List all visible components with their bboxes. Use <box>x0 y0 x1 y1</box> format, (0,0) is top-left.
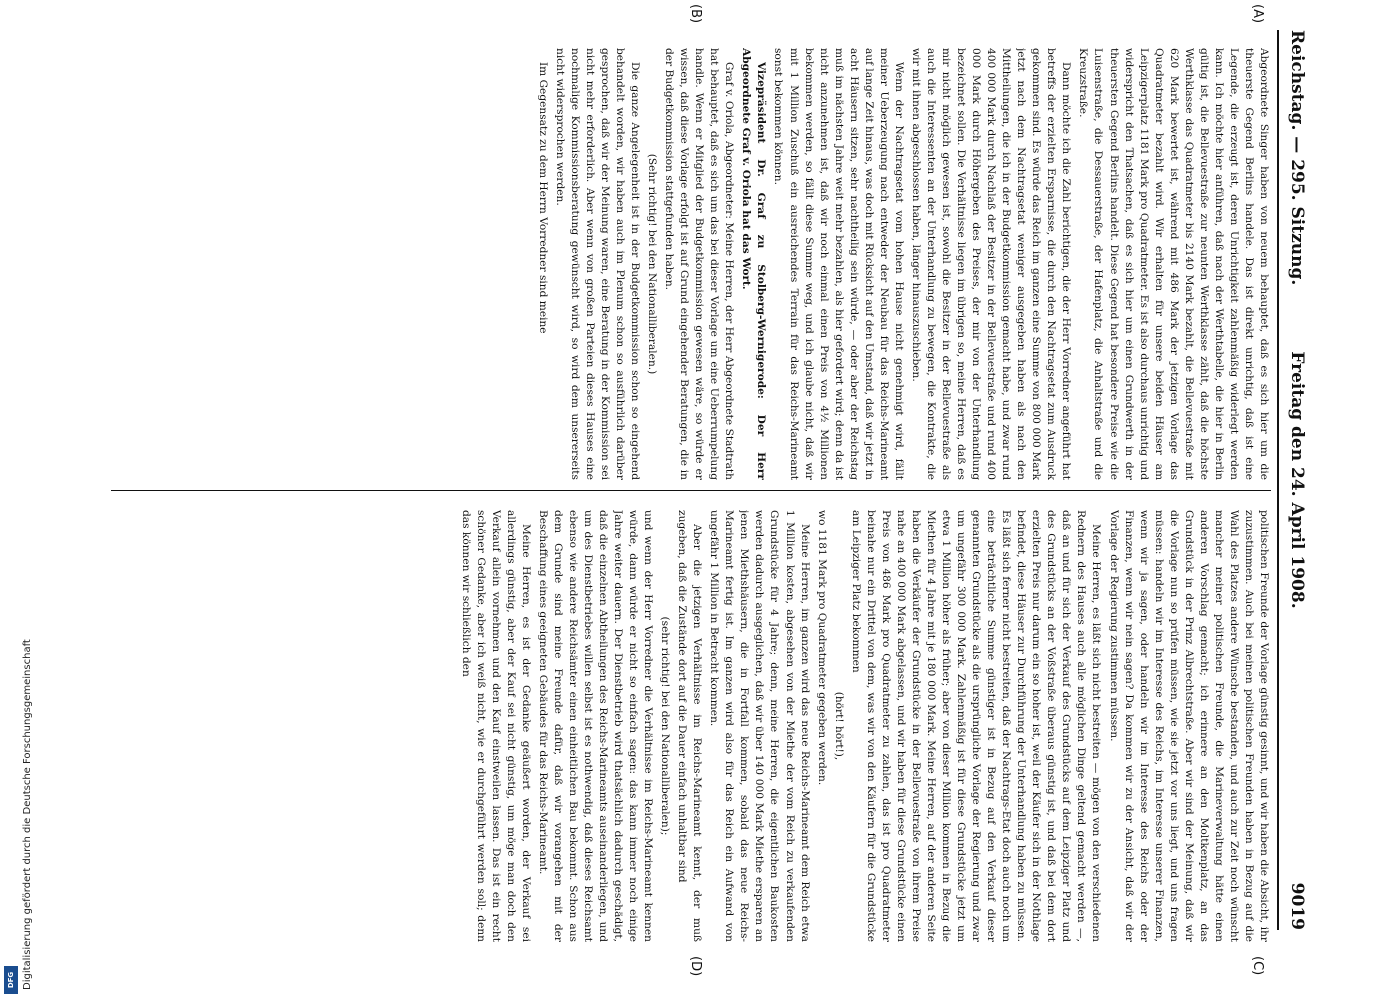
margin-marker-c: (C) <box>1250 956 1265 976</box>
footer-strip <box>0 0 20 1000</box>
right-column <box>111 510 1271 942</box>
interjection: (Sehr richtig! bei den Nationalliberalen.) <box>646 153 659 375</box>
paragraph: Die ganze Angelegenheit ist in der Budgetkommission schon so eingehend behandelt worden, wir haben auch im Plenum schon so ausführlich darüber gesprochen, daß wir der Meinung waren, eine Beratung in der Kommission sei nicht mehr erforderlich. Aber wenn von großen Parteien dieses Hauses eine nochmalige Kommissionsberatung gewünscht wird, so wird dem unsererseits nicht widersprochen werden. <box>553 48 642 480</box>
paragraph: Im Gegensatz zu dem Herrn Vorredner sind meine <box>536 62 549 334</box>
paragraph: Meine Herren, im ganzen wird das neue Reichs-Marineamt dem Reich etwa 1 Million kosten, abgesehen von der Miethe der vom Reich zu verkaufenden Grundstücke für 4 Jahre; denn, meine Herren, die eigentlichen Baukosten werden dadurch ausgeglichen, daß wir über 140 000 Mark Miethe ersparen an jenen Miethshäusern, die in Fortfall kommen, sobald das neue Reichs-Marineamt fertig ist. Im ganzen wird also für das Reich ein Aufwand von ungefähr 1 Million in Betracht kommen. <box>708 510 811 942</box>
paragraph: wo 1181 Mark pro Quadratmeter gegeben werden. <box>815 510 828 786</box>
page-header <box>1283 30 1311 930</box>
paragraph: Meine Herren, es ist der Gedanke geäußert worden, der Verkauf sei allerdings günstig, aber der Kauf sei nicht günstig, um möge man doch den Verkauf allein vornehmen und den Kauf einstweilen lassen. Das ist ein recht schöner Gedanke, aber ich weiß nicht, wie er durchgeführt werden soll; denn das können wir schließlich den <box>459 510 532 942</box>
dfg-logo-icon <box>4 966 18 994</box>
left-column <box>111 48 1271 480</box>
footer-credit: Digitalisierung gefördert durch die Deutsche Forschungsgemeinschaft <box>22 639 33 990</box>
header-rule <box>1277 30 1279 930</box>
paragraph: politischen Freunde der Vorlage günstig gesinnt, und wir haben die Absicht, ihr zuzustimmen. Auch bei meinen politischen Freunden haben in Bezug auf die Wahl des Platzes andere Wünsche bestanden, und auch zur Zeit noch wünscht mancher meiner politischen Freunde, die Marineverwaltung hätte einen anderen Vorschlag gemacht; ich erinnere an den Moltkenplatz, an das Grundstück in der Prinz Albrechtstraße. Aber wir sind der Meinung, daß wir die Vorlage nun so prüfen müssen, wie sie jetzt vor uns liegt, und uns fragen müssen: handeln wir im Interesse des Reichs, im Interesse unserer Finanzen, wenn wir ja sagen, oder handeln wir im Interesse des Reichs oder der Finanzen, wenn wir nein sagen? Da kommen wir zu der Ansicht, daß wir der Vorlage der Regierung zustimmen müssen. <box>1107 510 1270 942</box>
paragraph: Graf v. Oriola, Abgeordneter: Meine Herren, der Herr Abgeordnete Stadtrath hat behauptet, daß es sich um das bei dieser Vorlage um eine Ueberrumpelung handle. Wenn er Mitglied der Budgetkommission gewesen wäre, so würde er wissen, daß diese Vorlage erfolgt ist auf Grund eingehender Beratungen, die in der Budgetkommission stattgefunden haben. <box>663 48 736 480</box>
header-date: Freitag den 24. April 1908. <box>1287 351 1307 609</box>
margin-marker-a: (A) <box>1250 4 1265 24</box>
paragraph: Wenn der Nachtragsetat vom hohen Hause nicht genehmigt wird, fällt meiner Ueberzeugung nach entweder der Neubau für das Reichs-Marineamt auf lange Zeit hinaus, was doch mit Rücksicht auf den Umstand, daß wir jetzt in acht Häusern sitzen, sehr nachtheilig sein würde, — oder aber der Reichstag muß im nächsten Jahre weit mehr bezahlen, als hier gefordert wird; denn da ist nicht anzunehmen ist, daß wir noch einmal einen Preis von 4½ Millionen bekommen werden, so fällt diese Summe weg, und ich glaube nicht, daß wir mit 1 Million Zuschuß ein ausreichendes Terrain für das Reichs-Marineamt sonst bekommen können. <box>772 48 905 480</box>
paragraph: Dann möchte ich die Zahl berichtigen, die der Herr Vorredner angeführt hat betreffs der erzielten Ersparnisse, die durch den Nachtragsetat zum Ausdruck gekommen sind. Es würde das Reich im ganzen eine Summe von 800 000 Mark jetzt nach dem Nachtragsetat weniger ausgegeben haben als nach den Mittheilungen, die ich in der Budgetkommission gemacht habe, und zwar rund 400 000 Mark durch Nachlaß der Besitzer in der Bellevuestraße und rund 400 000 Mark durch Höhergeben des Preises, der mir von der Unterhandlung bezeichnet sollen. Die Verhältnisse liegen im übrigen so, meine Herren, daß es mir nicht möglich gewesen ist, sowohl die Besitzer in der Bellevuestraße als auch die Interessenten an der Unterhandlung zu bewegen, die Kontrakte, die wir mit ihnen abgeschlossen haben, länger hinauszuschieben. <box>909 48 1073 480</box>
margin-marker-b: (B) <box>688 4 703 24</box>
paragraph: und wenn der Herr Vorredner die Verhältnisse im Reichs-Marineamt kennen würde, dann würde er nicht so einfach sagen: das kann immer noch einige Jahre weiter dauern. Der Dienstbetrieb wird thatsächlich dadurch geschädigt, daß die einzelnen Abtheilungen des Reichs-Marineamts auseinanderliegen, und um des Dienstbetriebes willen selbst ist es nothwendig, daß dieses Reichsamt ebenso wie andere Reichsämter einen einheitlichen Bau bekommt. Schon aus dem Grunde sind meine Freunde dafür, daß wir vorangehen mit der Beschaffung eines geeigneten Gebäudes für das Reichs-Marineamt. <box>536 510 655 942</box>
header-title: Reichstag. — 295. Sitzung. <box>1287 30 1307 286</box>
page-number: 9019 <box>1287 882 1307 930</box>
interjection: (hört! hört!), <box>832 691 845 761</box>
paragraph: Meine Herren, es läßt sich nicht bestreiten — mögen von den verschiedenen Rednern des Hauses auch alle möglichen Dinge geltend gemacht werden —, daß an und für sich der Verkauf des Grundstücks auf dem Leipziger Platz und des Grundstücks an der Voßstraße überaus günstig ist, und daß bei dem dort erzielten Preis nur darum ein so hoher ist, weil der Käufer sich in der Nothlage befindet, diese Häuser zur Durchführung der Unterhandlung haben zu müssen. Es läßt sich ferner nicht bestreiten, daß der Nachtrags-Etat doch auch noch um eine beträchtliche Summe günstiger ist in Bezug auf den Verkauf dieser genannten Grundstücke als die ursprüngliche Vorlage der Regierung und zwar um ungefähr 300 000 Mark. Zahlenmäßig ist für diese Grundstücke jetzt um etwa 1 Million höher als früher; aber von dieser Million kommen in Bezug die Miethen für 4 Jahre mit je 180 000 Mark. Meine Herren, auf der anderen Seite haben die Verkäufer der Grundstücke in der Bellevuestraße von ihrem Preise nahe an 400 000 Mark abgelassen, und wir haben für diese Grundstücke einen Preis von 486 Mark pro Quadratmeter zu zahlen, das ist pro Quadratmeter beinahe nur ein Drittel von dem, was wir von den Käufern für die Grundstücke am Leipziger Platz bekommen <box>849 510 1103 942</box>
speaker-heading: Vizepräsident Dr. Graf zu Stolberg-Wernigerode: Der Herr Abgeordnete Graf v. Oriola hat das Wort. <box>740 48 768 480</box>
paragraph: Abgeordnete Singer haben von neuem behauptet, daß es sich hier um die theuerste Gegend Berlins handele. Das ist direkt unrichtig, daß ist eine Legende, die erzeugt ist, deren Unrichtigkeit zahlenmäßig widerlegt werden kann. Ich möchte hier anführen, daß nach der Werthtabelle, die hier in Berlin gültig ist, die Bellevuestraße zur neunten Werthklasse zählt, daß die höchste Werthklasse das Quadratmeter bis 2140 Mark bezahlt, die Bellevuestraße mit 620 Mark bewertet ist, während mit 486 Mark der jetzigen Vorlage das Quadratmeter bezahlt wird. Wir erhalten für unsere beiden Häuser am Leipzigerplatz 1181 Mark pro Quadratmeter. Es ist also durchaus unrichtig und widerspricht den Thatsachen, daß es sich hier um einen Grundwerth in der theuersten Gegend Berlins handelt. Diese Gegend hat besondere Preise wie die Luisenstraße, die Dessauerstraße, der Hafenplatz, die Anhaltstraße und die Kreuzstraße. <box>1077 48 1270 480</box>
paragraph: Aber die jetzigen Verhältnisse im Reichs-Marineamt kennt, der muß zugeben, daß die Zustände dort auf die Dauer einfach unhaltbar sind <box>676 510 704 942</box>
margin-marker-d: (D) <box>688 956 703 977</box>
dfg-logo-text: DFG <box>7 971 15 989</box>
column-divider <box>111 490 1271 491</box>
interjection: (sehr richtig! bei den Nationalliberalen); <box>659 616 672 836</box>
